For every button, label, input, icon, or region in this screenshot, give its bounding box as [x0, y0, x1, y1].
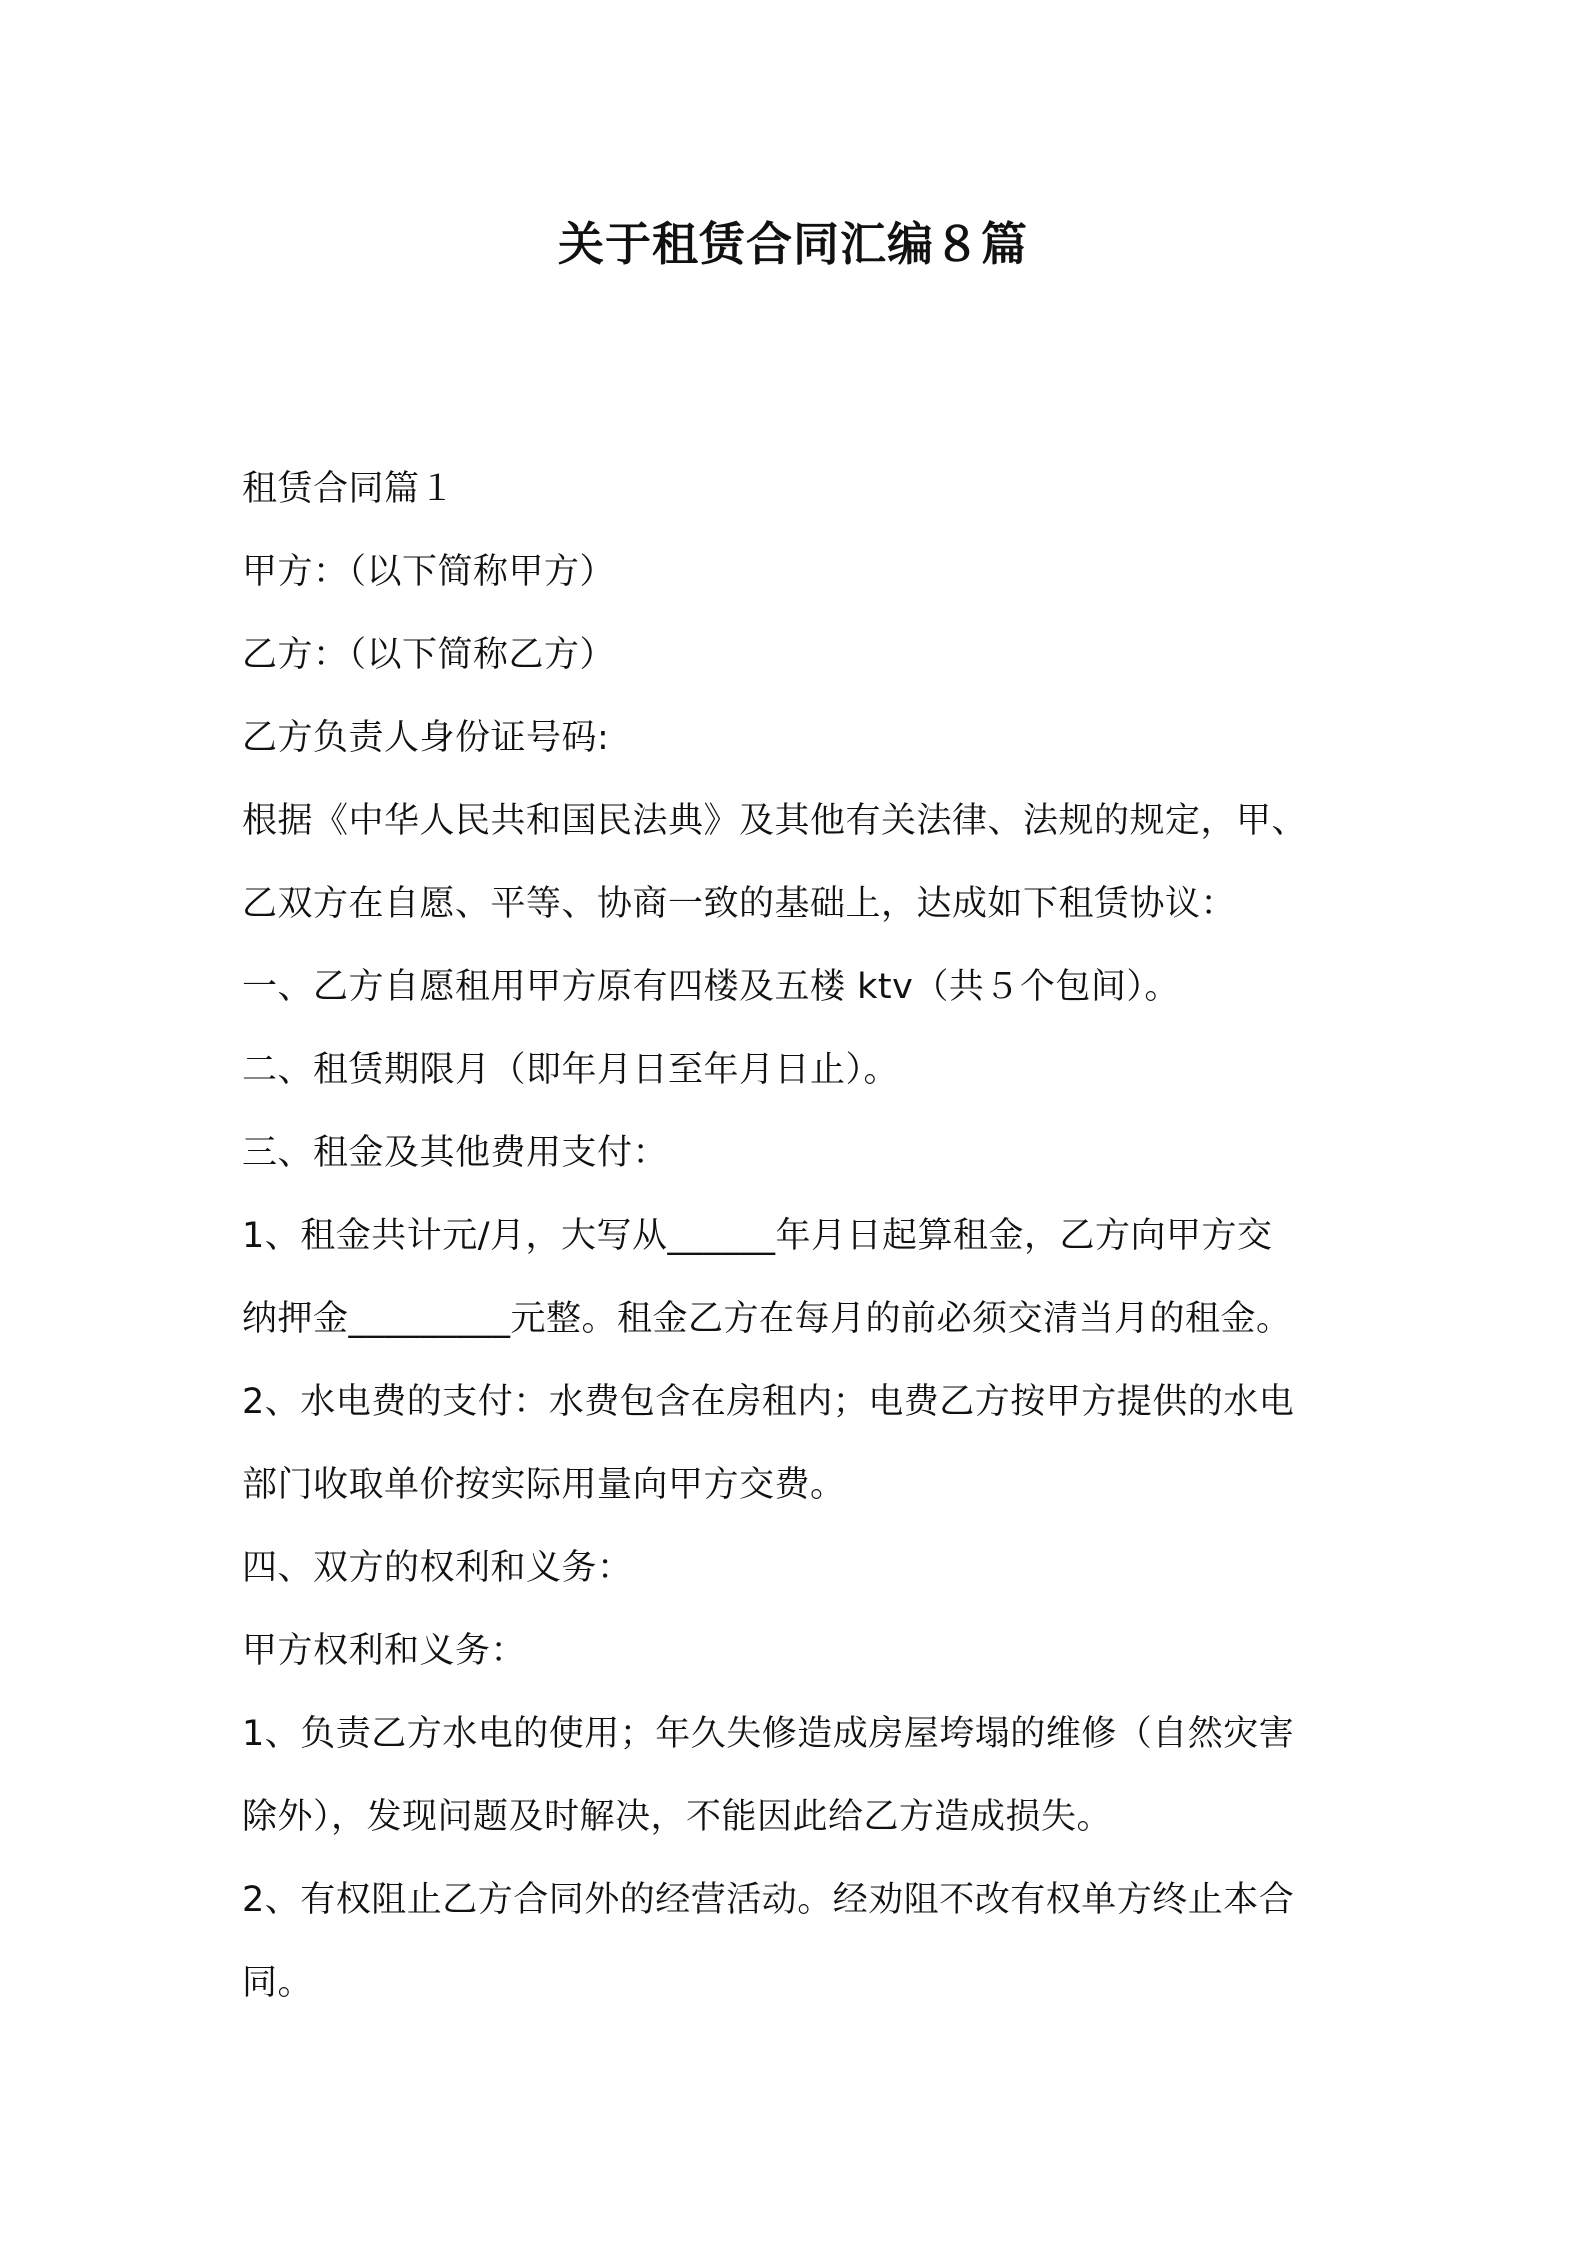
paragraph-line: 2、水电费的支付：水费包含在房租内；电费乙方按甲方提供的水电 — [242, 1382, 1295, 1422]
document-title: 关于租赁合同汇编８篇 — [558, 217, 1028, 271]
paragraph-line: 1、租金共计元/月，大写从______年月日起算租金，乙方向甲方交 — [242, 1216, 1273, 1256]
clause-line: 三、租金及其他费用支付： — [242, 1133, 669, 1173]
paragraph-line: 乙双方在自愿、平等、协商一致的基础上，达成如下租赁协议： — [242, 884, 1237, 924]
id-number-line: 乙方负责人身份证号码: — [242, 718, 610, 758]
paragraph-line: 同。 — [242, 1963, 314, 2003]
paragraph-line: 纳押金_________元整。租金乙方在每月的前必须交清当月的租金。 — [242, 1299, 1292, 1339]
paragraph-line: 根据《中华人民共和国民法典》及其他有关法律、法规的规定，甲、 — [242, 801, 1308, 841]
party-b-line: 乙方：（以下简称乙方） — [242, 635, 616, 675]
paragraph-line: 1、负责乙方水电的使用；年久失修造成房屋垮塌的维修（自然灾害 — [242, 1714, 1295, 1754]
document-body — [242, 448, 1352, 2025]
clause-line: 二、租赁期限月（即年月日至年月日止）。 — [242, 1050, 900, 1090]
clause-line: 四、双方的权利和义务： — [242, 1548, 633, 1588]
paragraph-line: 2、有权阻止乙方合同外的经营活动。经劝阻不改有权单方终止本合 — [242, 1880, 1295, 1920]
clause-line: 一、乙方自愿租用甲方原有四楼及五楼 ktv（共５个包间）。 — [242, 967, 1180, 1007]
subheading-line: 甲方权利和义务： — [242, 1631, 527, 1671]
paragraph-line: 部门收取单价按实际用量向甲方交费。 — [242, 1465, 846, 1505]
paragraph-line: 除外），发现问题及时解决，不能因此给乙方造成损失。 — [242, 1797, 1113, 1837]
section-heading: 租赁合同篇１ — [242, 469, 456, 509]
party-a-line: 甲方：（以下简称甲方） — [242, 552, 616, 592]
